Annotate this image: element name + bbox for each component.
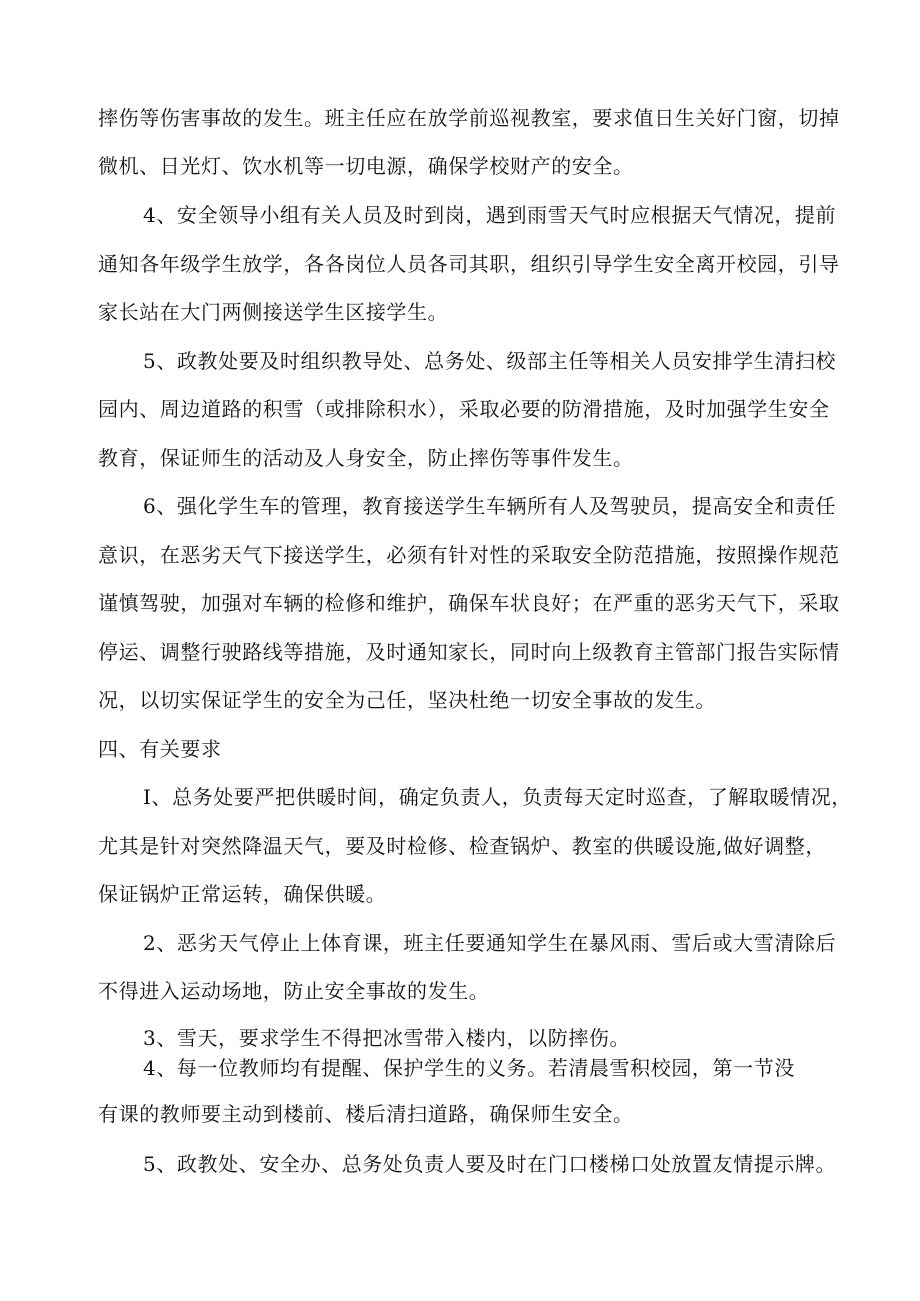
requirement-1-line-3: 保证锅炉正常运转，确保供暖。 (98, 882, 387, 906)
paragraph-4-line-2: 意识，在恶劣天气下接送学生，必须有针对性的采取安全防范措施，按照操作规范 (98, 543, 840, 567)
paragraph-2-line-1: 4、安全领导小组有关人员及时到岗，遇到雨雪天气时应根据天气情况，提前 (143, 203, 837, 227)
requirement-4-line-2: 有课的教师要主动到楼前、楼后清扫道路，确保师生安全。 (98, 1102, 634, 1126)
paragraph-4-line-5: 况，以切实保证学生的安全为己任，坚决杜绝一切安全事故的发生。 (98, 688, 716, 712)
requirement-3-line-1: 3、雪天，要求学生不得把冰雪带入楼内，以防摔伤。 (143, 1026, 631, 1050)
paragraph-2-line-3: 家长站在大门两侧接送学生区接学生。 (98, 300, 449, 324)
paragraph-3-line-3: 教育，保证师生的活动及人身安全，防止摔伤等事件发生。 (98, 446, 634, 470)
paragraph-4-line-3: 谨慎驾驶，加强对车辆的检修和维护，确保车状良好；在严重的恶劣天气下，采取 (98, 591, 840, 615)
paragraph-1-line-2: 微机、日光灯、饮水机等一切电源，确保学校财产的安全。 (98, 154, 634, 178)
requirement-4-line-1: 4、每一位教师均有提醒、保护学生的义务。若清晨雪积校园，第一节没 (143, 1056, 795, 1080)
paragraph-2-line-2: 通知各年级学生放学，各各岗位人员各司其职，组织引导学生安全离开校园，引导 (98, 252, 840, 276)
paragraph-3-line-1: 5、政教处要及时组织教导处、总务处、级部主任等相关人员安排学生清扫校 (143, 349, 837, 373)
requirement-2-line-2: 不得进入运动场地，防止安全事故的发生。 (98, 979, 490, 1003)
requirement-5-line-1: 5、政教处、安全办、总务处负责人要及时在门口楼梯口处放置友情提示牌。 (143, 1152, 837, 1176)
paragraph-1-line-1: 摔伤等伤害事故的发生。班主任应在放学前巡视教室，要求值日生关好门窗，切掉 (98, 106, 840, 130)
requirement-2-line-1: 2、恶劣天气停止上体育课，班主任要通知学生在暴风雨、雪后或大雪清除后 (143, 931, 837, 955)
requirement-1-line-2: 尤其是针对突然降温天气，要及时检修、检查锅炉、教室的供暖设施,做好调整， (98, 834, 826, 858)
paragraph-4-line-1: 6、强化学生车的管理，教育接送学生车辆所有人及驾驶员，提高安全和责任 (143, 494, 837, 518)
paragraph-4-line-4: 停运、调整行驶路线等措施，及时通知家长，同时向上级教育主管部门报告实际情 (98, 640, 840, 664)
paragraph-3-line-2: 园内、周边道路的积雪（或排除积水），采取必要的防滑措施，及时加强学生安全 (98, 397, 830, 421)
section-heading: 四、有关要求 (98, 737, 222, 761)
requirement-1-line-1: I、总务处要严把供暖时间，确定负责人，负责每天定时巡查，了解取暖情况， (143, 785, 852, 809)
